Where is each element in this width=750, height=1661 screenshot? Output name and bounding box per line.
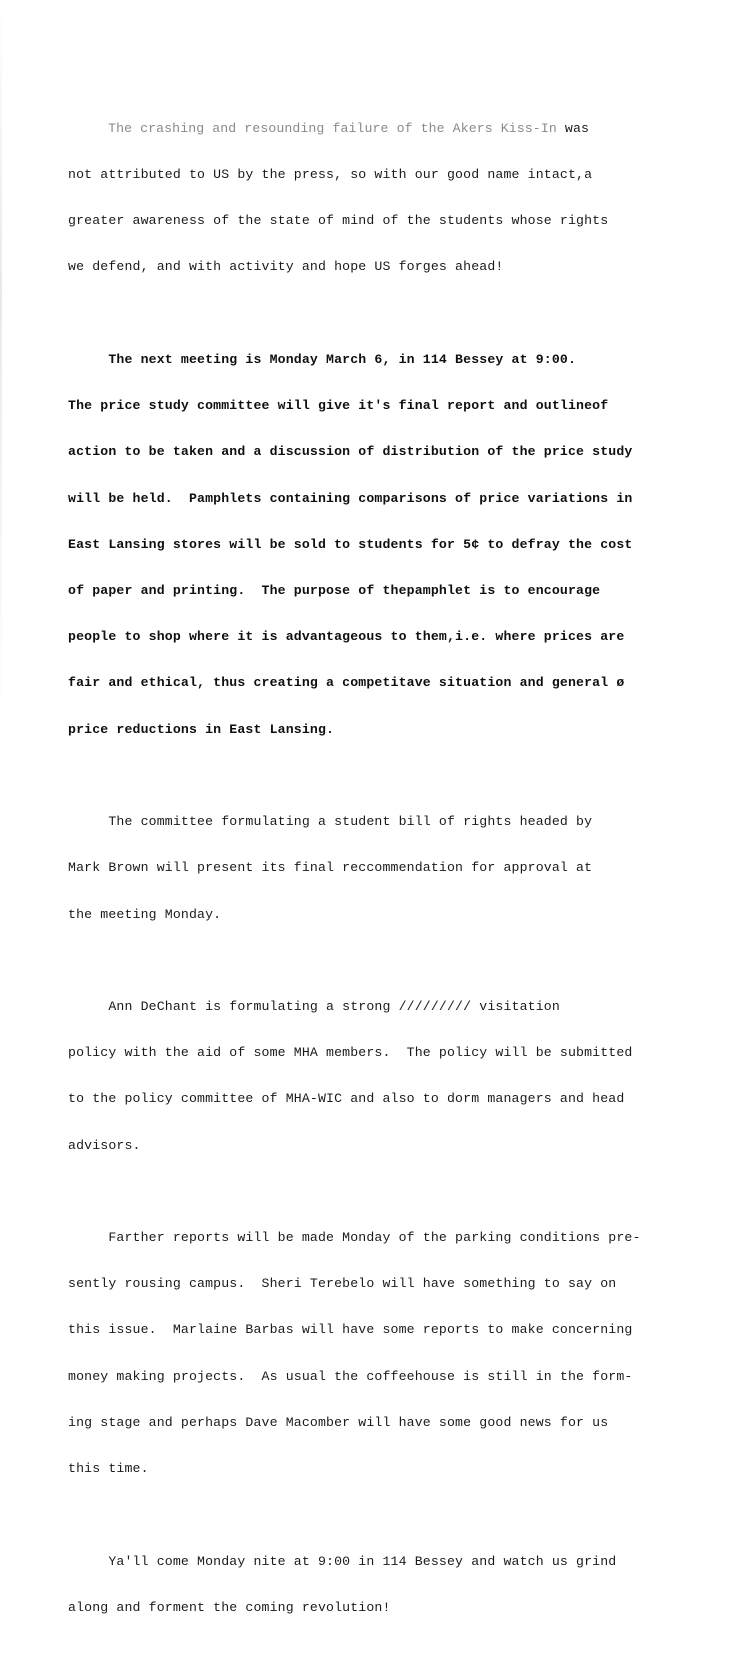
text-line: this time. (68, 1461, 149, 1477)
text-line: action to be taken and a discussion of distribution of the price study (68, 444, 633, 460)
text-line: ing stage and perhaps Dave Macomber will have some good news for us (68, 1414, 609, 1430)
text-line: to the policy committee of MHA-WIC and also to dorm managers and head (68, 1091, 625, 1107)
paragraph-visitation-policy (68, 968, 680, 1184)
paragraph-crashing-failure (68, 90, 680, 306)
text-line: advisors. (68, 1137, 141, 1153)
text-line: Mark Brown will present its final reccommendation for approval at (68, 860, 593, 876)
paragraph-student-bill (68, 783, 680, 952)
text-line: not attributed to US by the press, so with our good name intact,a (68, 167, 593, 183)
newsletter-body (68, 90, 680, 1661)
text-line: The crashing and resounding failure of the Akers Kiss-In was (68, 120, 590, 136)
text-line: East Lansing stores will be sold to students for 5¢ to defray the cost (68, 536, 633, 552)
text-line: Ya'll come Monday nite at 9:00 in 114 Bessey and watch us grind (68, 1553, 617, 1569)
text-line: Farther reports will be made Monday of the parking conditions pre- (68, 1230, 641, 1245)
text-line: The next meeting is Monday March 6, in 114 Bessey at 9:00. (68, 351, 577, 367)
text-line: The price study committee will give it's final report and outlineof (68, 398, 609, 414)
paragraph-further-reports (68, 1199, 680, 1507)
text-line: Ann DeChant is formulating a strong ///////// visitation (68, 998, 560, 1014)
paragraph-next-meeting (68, 321, 680, 768)
text-line: will be held. Pamphlets containing comparisons of price variations in (68, 490, 633, 506)
paragraph-closing (68, 1523, 680, 1646)
text-line: sently rousing campus. Sheri Terebelo will have something to say on (68, 1276, 617, 1292)
text-line: fair and ethical, thus creating a competitave situation and general ø (68, 675, 625, 691)
text-line: greater awareness of the state of mind of the students whose rights (68, 213, 609, 229)
page-edge-shadow (0, 0, 2, 729)
text-line: this issue. Marlaine Barbas will have some reports to make concerning (68, 1322, 633, 1338)
text-line: policy with the aid of some MHA members. The policy will be submitted (68, 1045, 633, 1061)
text-line: of paper and printing. The purpose of thepamphlet is to encourage (68, 582, 601, 598)
text-line: price reductions in East Lansing. (68, 721, 335, 737)
text-line: we defend, and with activity and hope US forges ahead! (68, 259, 504, 275)
text-line: people to shop where it is advantageous to them,i.e. where prices are (68, 629, 625, 645)
text-line: money making projects. As usual the coffeehouse is still in the form- (68, 1368, 633, 1384)
text-line: along and forment the coming revolution! (68, 1599, 391, 1615)
text-line: the meeting Monday. (68, 906, 222, 922)
text-line: The committee formulating a student bill of rights headed by (68, 814, 593, 830)
